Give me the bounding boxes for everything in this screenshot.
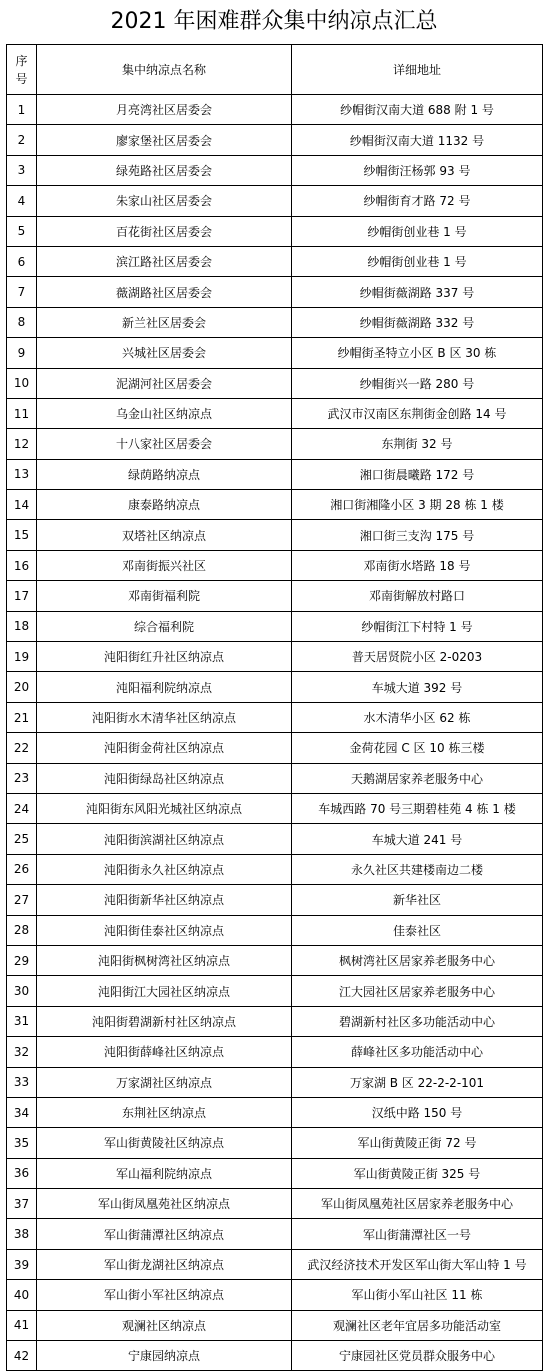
cell-address: 军山街凤凰苑社区居家养老服务中心: [292, 1189, 543, 1219]
cell-seq: 38: [7, 1219, 37, 1249]
cell-name: 军山福利院纳凉点: [37, 1158, 292, 1188]
table-row: [7, 702, 543, 732]
table-row: [7, 125, 543, 155]
cell-address: 纱帽街汉南大道 1132 号: [292, 125, 543, 155]
cell-address: 万家湖 B 区 22-2-2-101: [292, 1067, 543, 1097]
cell-seq: 15: [7, 520, 37, 550]
table-row: [7, 824, 543, 854]
cell-seq: 22: [7, 733, 37, 763]
cell-address: 金荷花园 C 区 10 栋三楼: [292, 733, 543, 763]
cell-name: 军山街蒲潭社区纳凉点: [37, 1219, 292, 1249]
cell-seq: 4: [7, 186, 37, 216]
table-row: [7, 915, 543, 945]
cell-address: 军山街蒲潭社区一号: [292, 1219, 543, 1249]
table-row: [7, 672, 543, 702]
table-row: [7, 95, 543, 125]
cell-address: 宁康园社区党员群众服务中心: [292, 1341, 543, 1371]
cell-address: 湘口街三支沟 175 号: [292, 520, 543, 550]
cell-name: 万家湖社区纳凉点: [37, 1067, 292, 1097]
cell-seq: 26: [7, 854, 37, 884]
cell-seq: 27: [7, 885, 37, 915]
cell-address: 天鹅湖居家养老服务中心: [292, 763, 543, 793]
table-row: [7, 520, 543, 550]
cell-name: 邓南街振兴社区: [37, 550, 292, 580]
cell-address: 邓南街解放村路口: [292, 581, 543, 611]
cell-name: 观澜社区纳凉点: [37, 1310, 292, 1340]
header-name: 集中纳凉点名称: [37, 45, 292, 95]
cell-seq: 16: [7, 550, 37, 580]
cell-address: 碧湖新村社区多功能活动中心: [292, 1006, 543, 1036]
cell-name: 十八家社区居委会: [37, 429, 292, 459]
cell-seq: 35: [7, 1128, 37, 1158]
cell-name: 朱家山社区居委会: [37, 186, 292, 216]
cell-name: 泥湖河社区居委会: [37, 368, 292, 398]
cell-name: 邓南街福利院: [37, 581, 292, 611]
table-row: [7, 398, 543, 428]
table-row: [7, 1249, 543, 1279]
table-row: [7, 611, 543, 641]
cell-seq: 34: [7, 1097, 37, 1127]
cell-name: 乌金山社区纳凉点: [37, 398, 292, 428]
cell-address: 纱帽街汉南大道 688 附 1 号: [292, 95, 543, 125]
table-row: [7, 1219, 543, 1249]
cell-address: 纱帽街汪杨郭 93 号: [292, 155, 543, 185]
table-row: [7, 277, 543, 307]
table-row: [7, 307, 543, 337]
header-seq: 序 号: [7, 45, 37, 95]
cell-seq: 23: [7, 763, 37, 793]
cell-address: 武汉市汉南区东荆街金创路 14 号: [292, 398, 543, 428]
cell-seq: 13: [7, 459, 37, 489]
cell-name: 沌阳街新华社区纳凉点: [37, 885, 292, 915]
cell-name: 军山街凤凰苑社区纳凉点: [37, 1189, 292, 1219]
cell-name: 沌阳街金荷社区纳凉点: [37, 733, 292, 763]
cell-name: 沌阳街江大园社区纳凉点: [37, 976, 292, 1006]
table-row: [7, 581, 543, 611]
cell-address: 军山街黄陵正街 325 号: [292, 1158, 543, 1188]
cell-name: 沌阳街枫树湾社区纳凉点: [37, 945, 292, 975]
cell-name: 百花街社区居委会: [37, 216, 292, 246]
cell-seq: 30: [7, 976, 37, 1006]
cell-name: 绿苑路社区居委会: [37, 155, 292, 185]
table-row: [7, 1280, 543, 1310]
cell-name: 沌阳福利院纳凉点: [37, 672, 292, 702]
cell-seq: 33: [7, 1067, 37, 1097]
cell-seq: 11: [7, 398, 37, 428]
cell-name: 沌阳街绿岛社区纳凉点: [37, 763, 292, 793]
cell-address: 湘口街湘隆小区 3 期 28 栋 1 楼: [292, 490, 543, 520]
cell-address: 纱帽街育才路 72 号: [292, 186, 543, 216]
table-row: [7, 1158, 543, 1188]
cell-address: 纱帽街圣特立小区 B 区 30 栋: [292, 338, 543, 368]
table-row: [7, 1128, 543, 1158]
page-title: 2021 年困难群众集中纳凉点汇总: [110, 9, 438, 34]
table-header-row: [7, 45, 543, 95]
cell-address: 江大园社区居家养老服务中心: [292, 976, 543, 1006]
cell-address: 湘口街晨曦路 172 号: [292, 459, 543, 489]
table-row: [7, 246, 543, 276]
cell-address: 纱帽街创业巷 1 号: [292, 246, 543, 276]
table-row: [7, 763, 543, 793]
cell-seq: 24: [7, 793, 37, 823]
table-row: [7, 1067, 543, 1097]
cell-address: 车城大道 241 号: [292, 824, 543, 854]
cell-seq: 17: [7, 581, 37, 611]
cooling-points-table: [6, 44, 543, 1371]
cell-seq: 31: [7, 1006, 37, 1036]
cell-name: 兴城社区居委会: [37, 338, 292, 368]
cell-seq: 6: [7, 246, 37, 276]
cell-seq: 36: [7, 1158, 37, 1188]
cell-seq: 18: [7, 611, 37, 641]
table-row: [7, 854, 543, 884]
cell-seq: 19: [7, 642, 37, 672]
cell-seq: 25: [7, 824, 37, 854]
cell-address: 纱帽街创业巷 1 号: [292, 216, 543, 246]
cell-address: 武汉经济技术开发区军山街大军山特 1 号: [292, 1249, 543, 1279]
table-row: [7, 459, 543, 489]
cell-seq: 10: [7, 368, 37, 398]
cell-name: 双塔社区纳凉点: [37, 520, 292, 550]
cell-address: 车城西路 70 号三期碧桂苑 4 栋 1 楼: [292, 793, 543, 823]
cell-address: 枫树湾社区居家养老服务中心: [292, 945, 543, 975]
cell-seq: 12: [7, 429, 37, 459]
cell-seq: 2: [7, 125, 37, 155]
cell-address: 军山街小军山社区 11 栋: [292, 1280, 543, 1310]
cell-name: 沌阳街永久社区纳凉点: [37, 854, 292, 884]
cell-address: 军山街黄陵正街 72 号: [292, 1128, 543, 1158]
cell-name: 军山街龙湖社区纳凉点: [37, 1249, 292, 1279]
table-row: [7, 733, 543, 763]
cell-seq: 8: [7, 307, 37, 337]
cell-address: 观澜社区老年宜居多功能活动室: [292, 1310, 543, 1340]
table-row: [7, 1341, 543, 1371]
table-row: [7, 429, 543, 459]
table-row: [7, 155, 543, 185]
cell-seq: 32: [7, 1037, 37, 1067]
cell-address: 纱帽街薇湖路 337 号: [292, 277, 543, 307]
cell-seq: 9: [7, 338, 37, 368]
cell-seq: 1: [7, 95, 37, 125]
cell-name: 绿荫路纳凉点: [37, 459, 292, 489]
cell-seq: 5: [7, 216, 37, 246]
table-row: [7, 976, 543, 1006]
cell-address: 永久社区共建楼南边二楼: [292, 854, 543, 884]
cell-name: 沌阳街东风阳光城社区纳凉点: [37, 793, 292, 823]
cell-seq: 14: [7, 490, 37, 520]
cell-name: 沌阳街水木清华社区纳凉点: [37, 702, 292, 732]
cell-address: 纱帽街兴一路 280 号: [292, 368, 543, 398]
cell-address: 水木清华小区 62 栋: [292, 702, 543, 732]
table-row: [7, 885, 543, 915]
cell-seq: 40: [7, 1280, 37, 1310]
table-row: [7, 338, 543, 368]
cell-seq: 3: [7, 155, 37, 185]
cell-name: 康泰路纳凉点: [37, 490, 292, 520]
cell-name: 沌阳街薛峰社区纳凉点: [37, 1037, 292, 1067]
table-row: [7, 368, 543, 398]
cell-name: 军山街小军社区纳凉点: [37, 1280, 292, 1310]
table-row: [7, 186, 543, 216]
cell-name: 军山街黄陵社区纳凉点: [37, 1128, 292, 1158]
table-row: [7, 642, 543, 672]
cell-seq: 41: [7, 1310, 37, 1340]
cell-address: 汉纸中路 150 号: [292, 1097, 543, 1127]
cell-name: 沌阳街滨湖社区纳凉点: [37, 824, 292, 854]
table-row: [7, 945, 543, 975]
cell-seq: 42: [7, 1341, 37, 1371]
cell-seq: 21: [7, 702, 37, 732]
cell-seq: 37: [7, 1189, 37, 1219]
cell-address: 薛峰社区多功能活动中心: [292, 1037, 543, 1067]
table-row: [7, 1310, 543, 1340]
cell-address: 邓南街水塔路 18 号: [292, 550, 543, 580]
cell-name: 沌阳街碧湖新村社区纳凉点: [37, 1006, 292, 1036]
cell-name: 东荆社区纳凉点: [37, 1097, 292, 1127]
cell-seq: 39: [7, 1249, 37, 1279]
cell-seq: 7: [7, 277, 37, 307]
cell-name: 新兰社区居委会: [37, 307, 292, 337]
cell-seq: 29: [7, 945, 37, 975]
cell-address: 纱帽街薇湖路 332 号: [292, 307, 543, 337]
cell-name: 宁康园纳凉点: [37, 1341, 292, 1371]
cell-name: 综合福利院: [37, 611, 292, 641]
table-row: [7, 793, 543, 823]
cell-name: 薇湖路社区居委会: [37, 277, 292, 307]
table-row: [7, 1037, 543, 1067]
table-row: [7, 490, 543, 520]
cell-address: 纱帽街江下村特 1 号: [292, 611, 543, 641]
table-row: [7, 1097, 543, 1127]
cell-address: 新华社区: [292, 885, 543, 915]
table-row: [7, 1189, 543, 1219]
cell-name: 沌阳街红升社区纳凉点: [37, 642, 292, 672]
header-address: 详细地址: [292, 45, 543, 95]
cell-address: 东荆街 32 号: [292, 429, 543, 459]
cell-name: 沌阳街佳泰社区纳凉点: [37, 915, 292, 945]
cell-name: 月亮湾社区居委会: [37, 95, 292, 125]
cell-name: 滨江路社区居委会: [37, 246, 292, 276]
cell-address: 佳泰社区: [292, 915, 543, 945]
table-row: [7, 1006, 543, 1036]
table-row: [7, 550, 543, 580]
cell-address: 车城大道 392 号: [292, 672, 543, 702]
cell-name: 廖家堡社区居委会: [37, 125, 292, 155]
cell-seq: 20: [7, 672, 37, 702]
cell-address: 普天居贤院小区 2-0203: [292, 642, 543, 672]
table-row: [7, 216, 543, 246]
cell-seq: 28: [7, 915, 37, 945]
